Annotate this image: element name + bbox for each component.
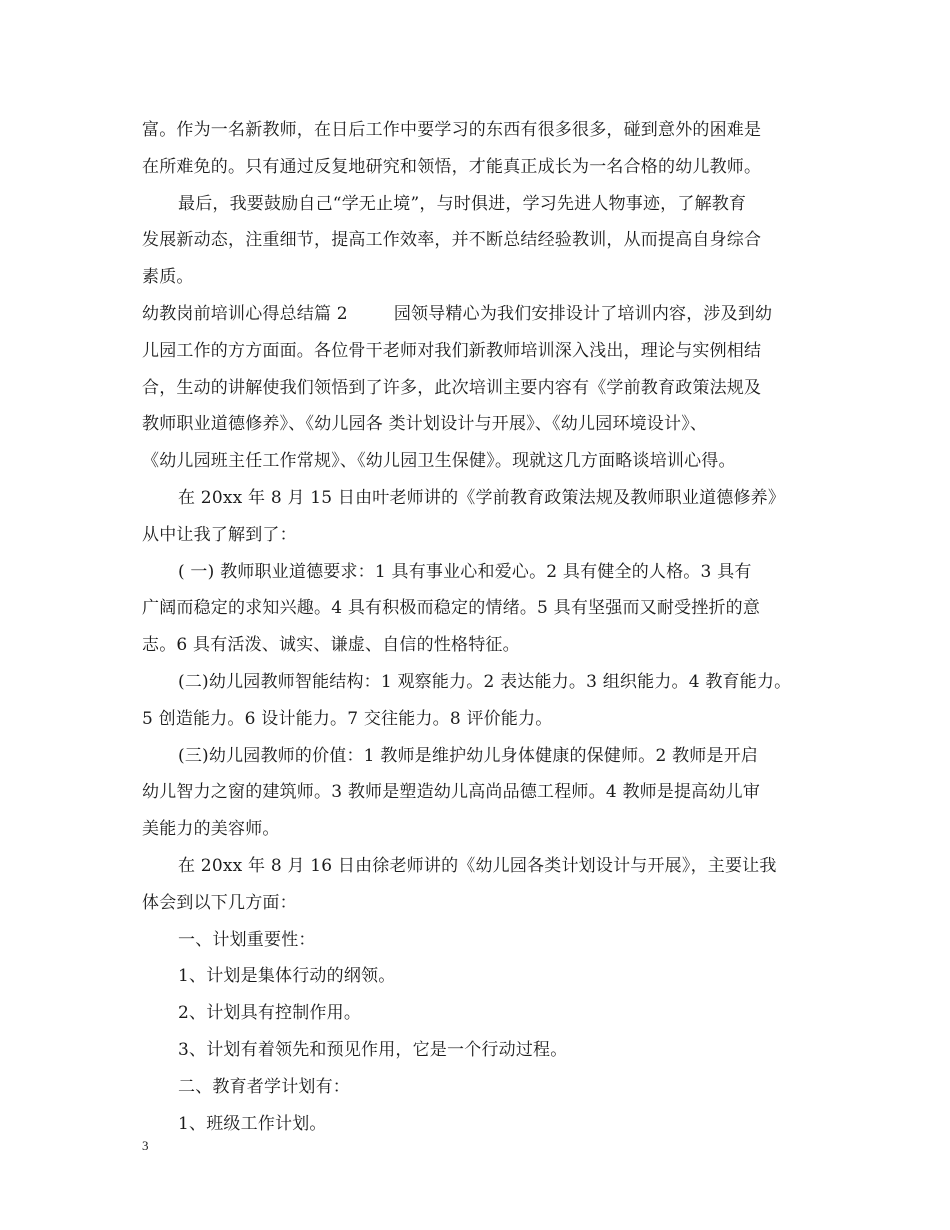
text-line: 在 20xx 年 8 月 16 日由徐老师讲的《幼儿园各类计划设计与开展》，主要让我 bbox=[178, 855, 777, 876]
text-line: 在所难免的。只有通过反复地研究和领悟，才能真正成长为一名合格的幼儿教师。 bbox=[142, 156, 762, 177]
text-line: 5 创造能力。6 设计能力。7 交往能力。8 评价能力。 bbox=[142, 708, 553, 729]
text-line: 幼儿智力之窗的建筑师。3 教师是塑造幼儿高尚品德工程师。4 教师是提高幼儿审 bbox=[142, 782, 761, 803]
text-line: 二、教育者学计划有： bbox=[178, 1076, 350, 1097]
text-line: 素质。 bbox=[142, 267, 194, 288]
text-line: ( 一) 教师职业道德要求：1 具有事业心和爱心。2 具有健全的人格。3 具有 bbox=[178, 561, 752, 582]
text-line: 《幼儿园班主任工作常规》、《幼儿园卫生保健》。现就这几方面略谈培训心得。 bbox=[142, 451, 736, 472]
text-line: 从中让我了解到了： bbox=[142, 524, 297, 545]
text-line: 1、班级工作计划。 bbox=[178, 1113, 327, 1134]
text-line: (三)幼儿园教师的价值：1 教师是维护幼儿身体健康的保健师。2 教师是开启 bbox=[178, 745, 759, 766]
text-line: 志。6 具有活泼、诚实、谦虚、自信的性格特征。 bbox=[142, 635, 520, 656]
section-heading: 幼教岗前培训心得总结篇 2 bbox=[142, 303, 348, 324]
text-line: 教师职业道德修养》、《幼儿园各 类计划设计与开展》、《幼儿园环境设计》、 bbox=[142, 414, 708, 435]
document-body bbox=[142, 112, 818, 1142]
section-heading-line bbox=[142, 296, 818, 333]
text-line: 在 20xx 年 8 月 15 日由叶老师讲的《学前教育政策法规及教师职业道德修养》 bbox=[178, 487, 786, 508]
text-line: 合，生动的讲解使我们领悟到了许多，此次培训主要内容有《学前教育政策法规及 bbox=[142, 377, 762, 398]
text-line: 体会到以下几方面： bbox=[142, 892, 297, 913]
text-line: 最后，我要鼓励自己“学无止境”，与时俱进，学习先进人物事迹，了解教育 bbox=[178, 193, 747, 214]
text-line: (二)幼儿园教师智能结构：1 观察能力。2 表达能力。3 组织能力。4 教育能力。 bbox=[178, 671, 792, 692]
text-line: 3、计划有着领先和预见作用，它是一个行动过程。 bbox=[178, 1039, 568, 1060]
text-line: 一、计划重要性： bbox=[178, 929, 316, 950]
text-line: 儿园工作的方方面面。各位骨干老师对我们新教师培训深入浅出，理论与实例相结 bbox=[142, 340, 762, 361]
text-line: 1、计划是集体行动的纲领。 bbox=[178, 966, 396, 987]
text-line: 广阔而稳定的求知兴趣。4 具有积极而稳定的情绪。5 具有坚强而又耐受挫折的意 bbox=[142, 598, 761, 619]
page-number: 3 bbox=[142, 1138, 149, 1153]
text-line: 美能力的美容师。 bbox=[142, 819, 280, 840]
text-line: 园领导精心为我们安排设计了培训内容，涉及到幼 bbox=[393, 303, 773, 324]
text-line: 发展新动态，注重细节，提高工作效率，并不断总结经验教训，从而提高自身综合 bbox=[142, 230, 762, 251]
text-line: 2、计划具有控制作用。 bbox=[178, 1003, 362, 1024]
text-line: 富。作为一名新教师，在日后工作中要学习的东西有很多很多，碰到意外的困难是 bbox=[142, 120, 762, 140]
